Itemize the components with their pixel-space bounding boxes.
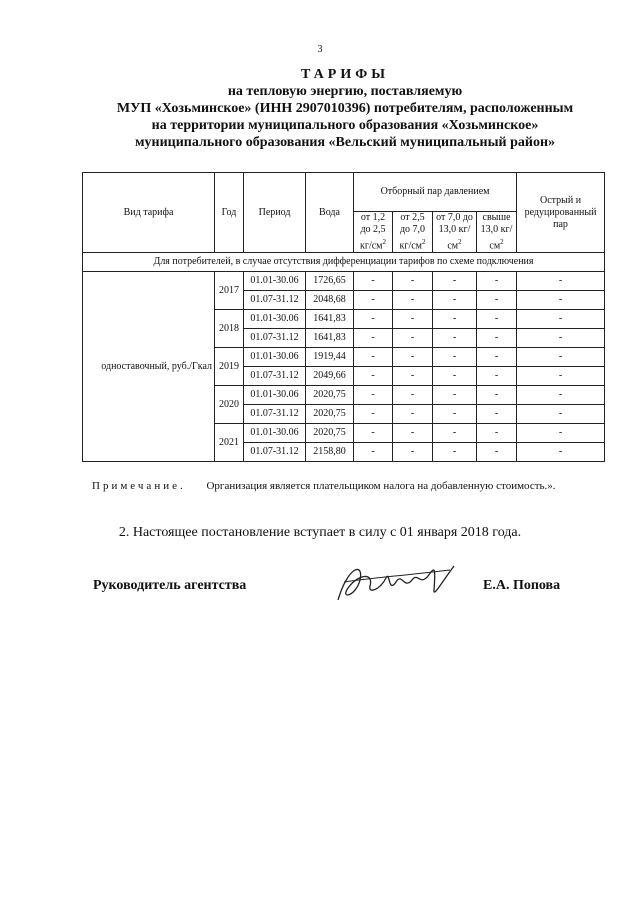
- empty-value-cell: -: [433, 367, 477, 386]
- note-text: Организация является плательщиком налога на добавленную стоимость.».: [206, 480, 556, 492]
- empty-value-cell: -: [354, 424, 393, 443]
- empty-value-cell: -: [517, 310, 605, 329]
- empty-value-cell: -: [393, 291, 433, 310]
- period-cell: 01.07-31.12: [244, 291, 306, 310]
- empty-value-cell: -: [477, 291, 517, 310]
- year-cell: 2018: [215, 310, 244, 348]
- voda-cell: 1919,44: [306, 348, 354, 367]
- title-block: [60, 66, 630, 151]
- empty-value-cell: -: [517, 348, 605, 367]
- header-otbor: Отборный пар давлением: [354, 173, 517, 212]
- section-label: Для потребителей, в случае отсутствия дифференциации тарифов по схеме подключения: [83, 253, 605, 272]
- empty-value-cell: -: [517, 405, 605, 424]
- period-cell: 01.01-30.06: [244, 348, 306, 367]
- subheader-3: от 7,0 до 13,0 $кг/см^2$: [433, 212, 477, 253]
- title-line-2: МУП «Хозьминское» (ИНН 2907010396) потребителям, расположенным: [116, 101, 574, 116]
- signatory-role: Руководитель агентства: [93, 578, 247, 593]
- empty-value-cell: -: [477, 310, 517, 329]
- empty-value-cell: -: [354, 329, 393, 348]
- page-number: 3: [317, 44, 323, 55]
- header-god: Год: [215, 173, 244, 253]
- empty-value-cell: -: [354, 291, 393, 310]
- empty-value-cell: -: [393, 272, 433, 291]
- empty-value-cell: -: [354, 386, 393, 405]
- period-cell: 01.01-30.06: [244, 310, 306, 329]
- empty-value-cell: -: [354, 443, 393, 462]
- empty-value-cell: -: [433, 386, 477, 405]
- period-cell: 01.07-31.12: [244, 405, 306, 424]
- empty-value-cell: -: [433, 310, 477, 329]
- header-vid: Вид тарифа: [83, 173, 215, 253]
- empty-value-cell: -: [393, 329, 433, 348]
- table-row: [83, 272, 605, 291]
- empty-value-cell: -: [517, 329, 605, 348]
- empty-value-cell: -: [433, 424, 477, 443]
- empty-value-cell: -: [477, 386, 517, 405]
- empty-value-cell: -: [517, 291, 605, 310]
- tariff-table: [82, 172, 605, 462]
- data-rows: [83, 272, 605, 462]
- year-cell: 2021: [215, 424, 244, 462]
- voda-cell: 2158,80: [306, 443, 354, 462]
- subheader-4: свыше 13,0 $кг/см^2$: [477, 212, 517, 253]
- empty-value-cell: -: [477, 424, 517, 443]
- empty-value-cell: -: [433, 405, 477, 424]
- empty-value-cell: -: [477, 272, 517, 291]
- empty-value-cell: -: [393, 405, 433, 424]
- empty-value-cell: -: [433, 272, 477, 291]
- note-label: Примечание.: [92, 480, 186, 492]
- subheader-1: от 1,2 до 2,5 $кг/см^2$: [354, 212, 393, 253]
- section-row: [83, 253, 605, 272]
- empty-value-cell: -: [517, 443, 605, 462]
- tariff-type-cell: одноставочный, руб./Гкал: [83, 272, 215, 462]
- note: [92, 480, 632, 492]
- year-cell: 2020: [215, 386, 244, 424]
- empty-value-cell: -: [433, 291, 477, 310]
- handwritten-signature: [330, 560, 460, 608]
- voda-cell: 2020,75: [306, 405, 354, 424]
- empty-value-cell: -: [433, 329, 477, 348]
- period-cell: 01.07-31.12: [244, 443, 306, 462]
- empty-value-cell: -: [433, 348, 477, 367]
- year-cell: 2019: [215, 348, 244, 386]
- empty-value-cell: -: [393, 310, 433, 329]
- empty-value-cell: -: [477, 329, 517, 348]
- voda-cell: 1641,83: [306, 329, 354, 348]
- empty-value-cell: -: [354, 272, 393, 291]
- year-cell: 2017: [215, 272, 244, 310]
- empty-value-cell: -: [354, 310, 393, 329]
- header-period: Период: [244, 173, 306, 253]
- period-cell: 01.01-30.06: [244, 424, 306, 443]
- empty-value-cell: -: [354, 367, 393, 386]
- empty-value-cell: -: [517, 386, 605, 405]
- title-main: ТАРИФЫ: [301, 67, 389, 82]
- empty-value-cell: -: [393, 386, 433, 405]
- empty-value-cell: -: [517, 424, 605, 443]
- period-cell: 01.07-31.12: [244, 329, 306, 348]
- effective-date-paragraph: 2. Настоящее постановление вступает в силу с 01 января 2018 года.: [118, 525, 522, 540]
- empty-value-cell: -: [517, 272, 605, 291]
- header-ostry: Острый и редуцированный пар: [517, 173, 605, 253]
- title-line-4: муниципального образования «Вельский муниципальный район»: [134, 135, 556, 150]
- empty-value-cell: -: [477, 443, 517, 462]
- empty-value-cell: -: [393, 424, 433, 443]
- empty-value-cell: -: [477, 405, 517, 424]
- empty-value-cell: -: [517, 367, 605, 386]
- empty-value-cell: -: [477, 348, 517, 367]
- empty-value-cell: -: [393, 443, 433, 462]
- empty-value-cell: -: [477, 367, 517, 386]
- empty-value-cell: -: [354, 405, 393, 424]
- signatory-name: Е.А. Попова: [483, 578, 561, 593]
- title-line-3: на территории муниципального образования «Хозьминское»: [151, 118, 539, 133]
- voda-cell: 1726,65: [306, 272, 354, 291]
- voda-cell: 2049,66: [306, 367, 354, 386]
- subheader-2: от 2,5 до 7,0 $кг/см^2$: [393, 212, 433, 253]
- voda-cell: 2020,75: [306, 424, 354, 443]
- empty-value-cell: -: [354, 348, 393, 367]
- title-line-1: на тепловую энергию, поставляемую: [227, 84, 463, 99]
- period-cell: 01.01-30.06: [244, 272, 306, 291]
- header-voda: Вода: [306, 173, 354, 253]
- voda-cell: 2020,75: [306, 386, 354, 405]
- empty-value-cell: -: [433, 443, 477, 462]
- voda-cell: 2048,68: [306, 291, 354, 310]
- period-cell: 01.07-31.12: [244, 367, 306, 386]
- period-cell: 01.01-30.06: [244, 386, 306, 405]
- empty-value-cell: -: [393, 348, 433, 367]
- voda-cell: 1641,83: [306, 310, 354, 329]
- empty-value-cell: -: [393, 367, 433, 386]
- table-header-row: [83, 173, 605, 212]
